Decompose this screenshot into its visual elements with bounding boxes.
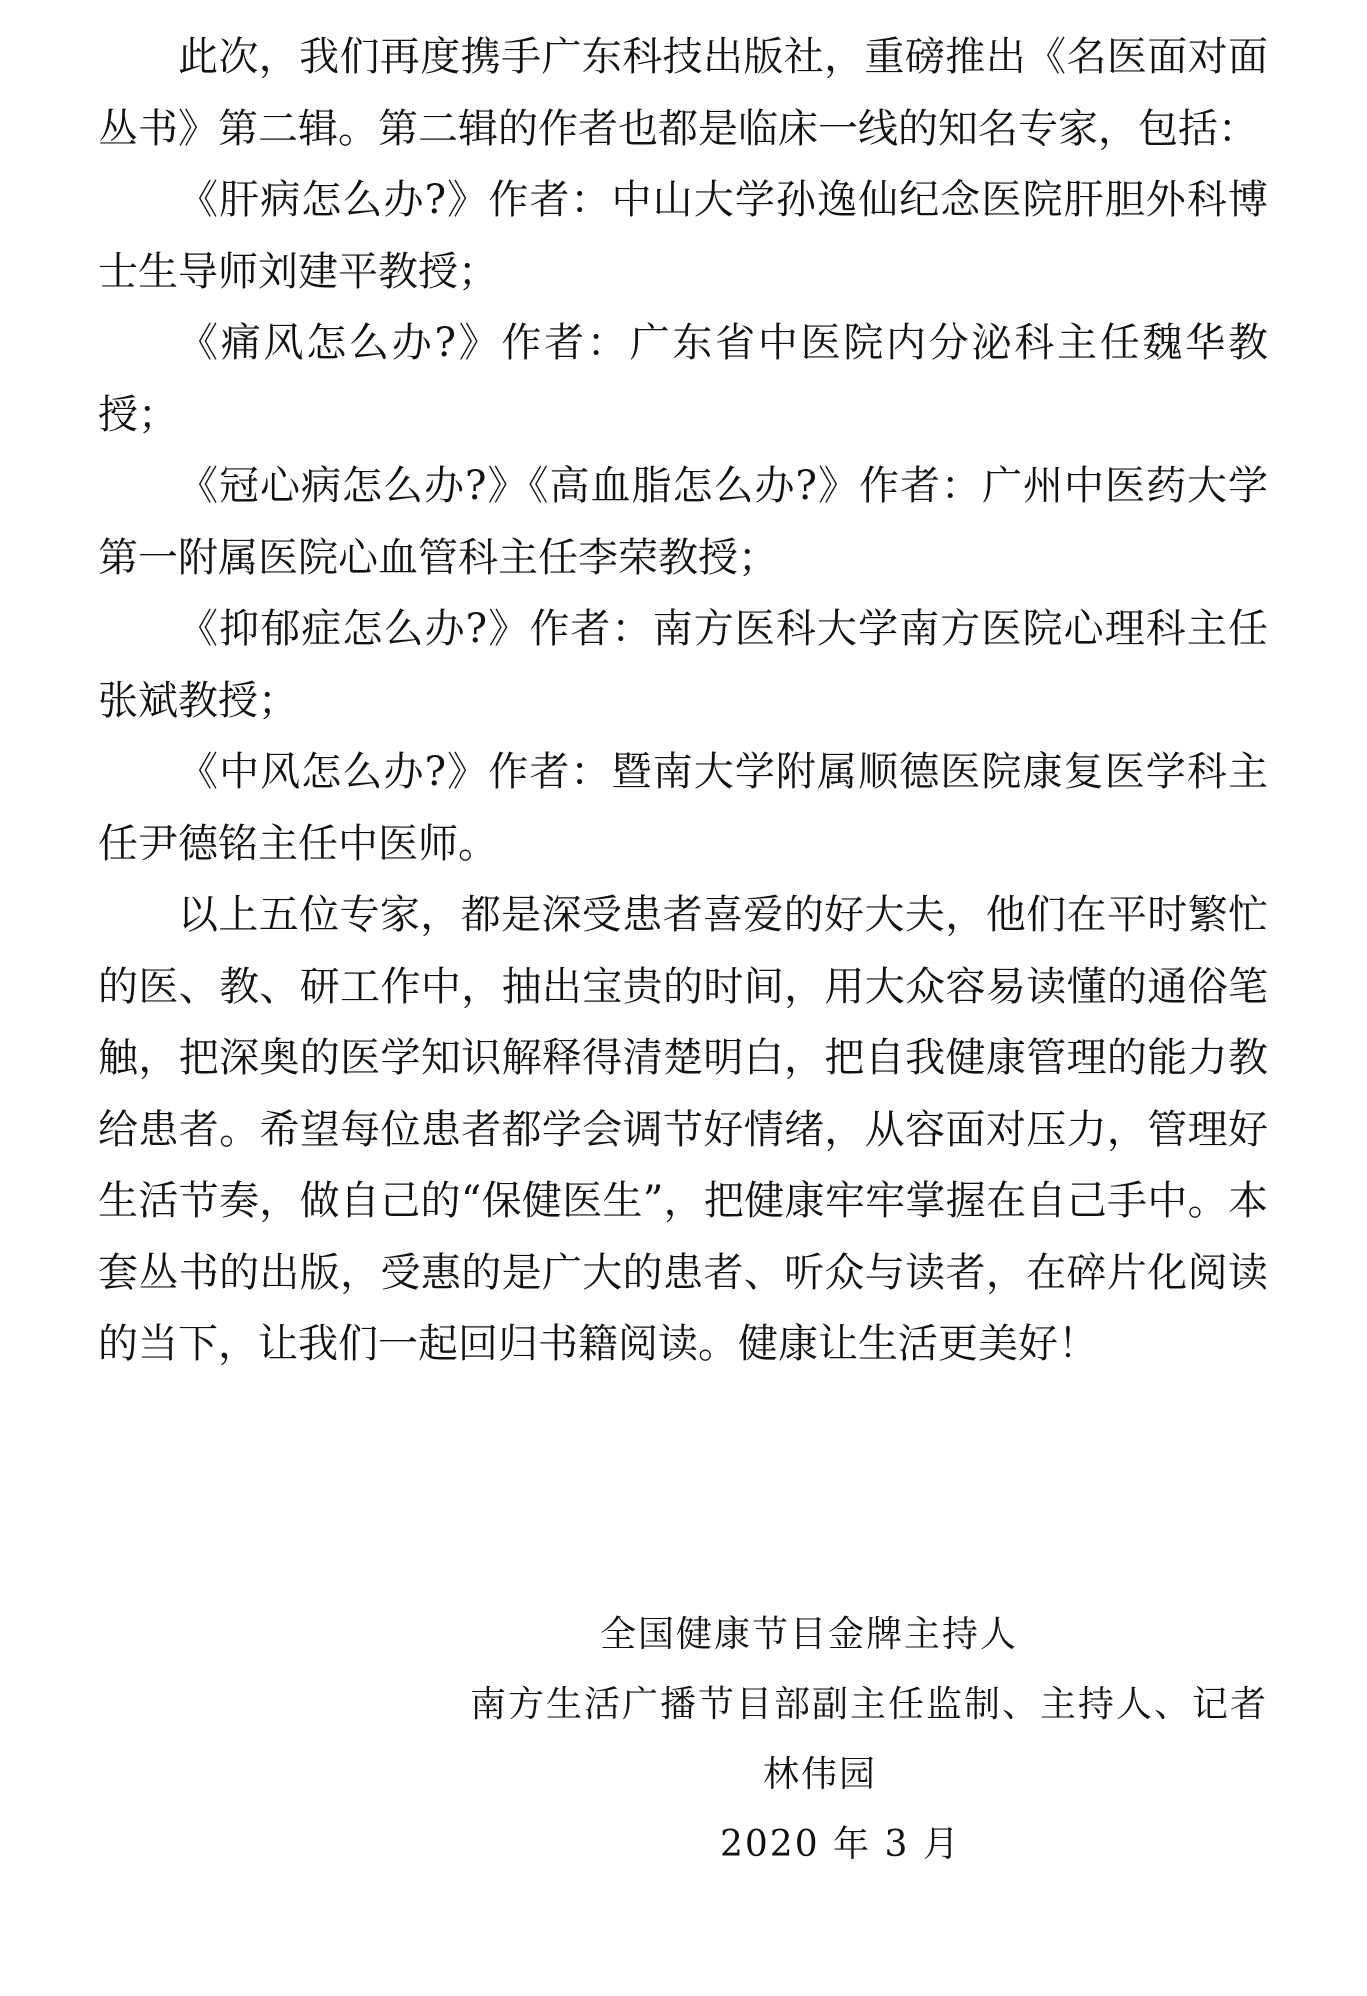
paragraph-stroke-book: 《中风怎么办?》作者：暨南大学附属顺德医院康复医学科主任尹德铭主任中医师。 xyxy=(98,749,1268,867)
paragraph-intro: 此次，我们再度携手广东科技出版社，重磅推出《名医面对面丛书》第二辑。第二辑的作者也都是临床一线的知名专家，包括： xyxy=(98,34,1268,152)
signature-title-1: 全国健康节目金牌主持人 xyxy=(600,1614,1019,1655)
paragraph-gout-book: 《痛风怎么办?》作者：广东省中医院内分泌科主任魏华教授； xyxy=(98,320,1268,438)
signature-title-2: 南方生活广播节目部副主任监制、主持人、记者 xyxy=(469,1684,1268,1725)
signature-date: 2020 年 3 月 xyxy=(720,1824,961,1865)
signature-block xyxy=(98,1600,1268,1880)
paragraph-conclusion: 以上五位专家，都是深受患者喜爱的好大夫，他们在平时繁忙的医、教、研工作中，抽出宝贵的时间，用大众容易读懂的通俗笔触，把深奥的医学知识解释得清楚明白，把自我健康管理的能力教给患者。希望每位患者都学会调节好情绪，从容面对压力，管理好生活节奏，做自己的“保健医生”，把健康牢牢掌握在自己手中。本套丛书的出版，受惠的是广大的患者、听众与读者，在碎片化阅读的当下，让我们一起回归书籍阅读。健康让生活更美好！ xyxy=(98,892,1268,1367)
paragraph-liver-book: 《肝病怎么办?》作者：中山大学孙逸仙纪念医院肝胆外科博士生导师刘建平教授； xyxy=(98,177,1268,295)
paragraph-heart-book: 《冠心病怎么办?》《高血脂怎么办?》作者：广州中医药大学第一附属医院心血管科主任李荣教授； xyxy=(98,463,1268,581)
signature-name: 林伟园 xyxy=(763,1754,878,1795)
paragraph-depression-book: 《抑郁症怎么办?》作者：南方医科大学南方医院心理科主任张斌教授； xyxy=(98,606,1268,724)
body-text xyxy=(98,22,1268,1381)
